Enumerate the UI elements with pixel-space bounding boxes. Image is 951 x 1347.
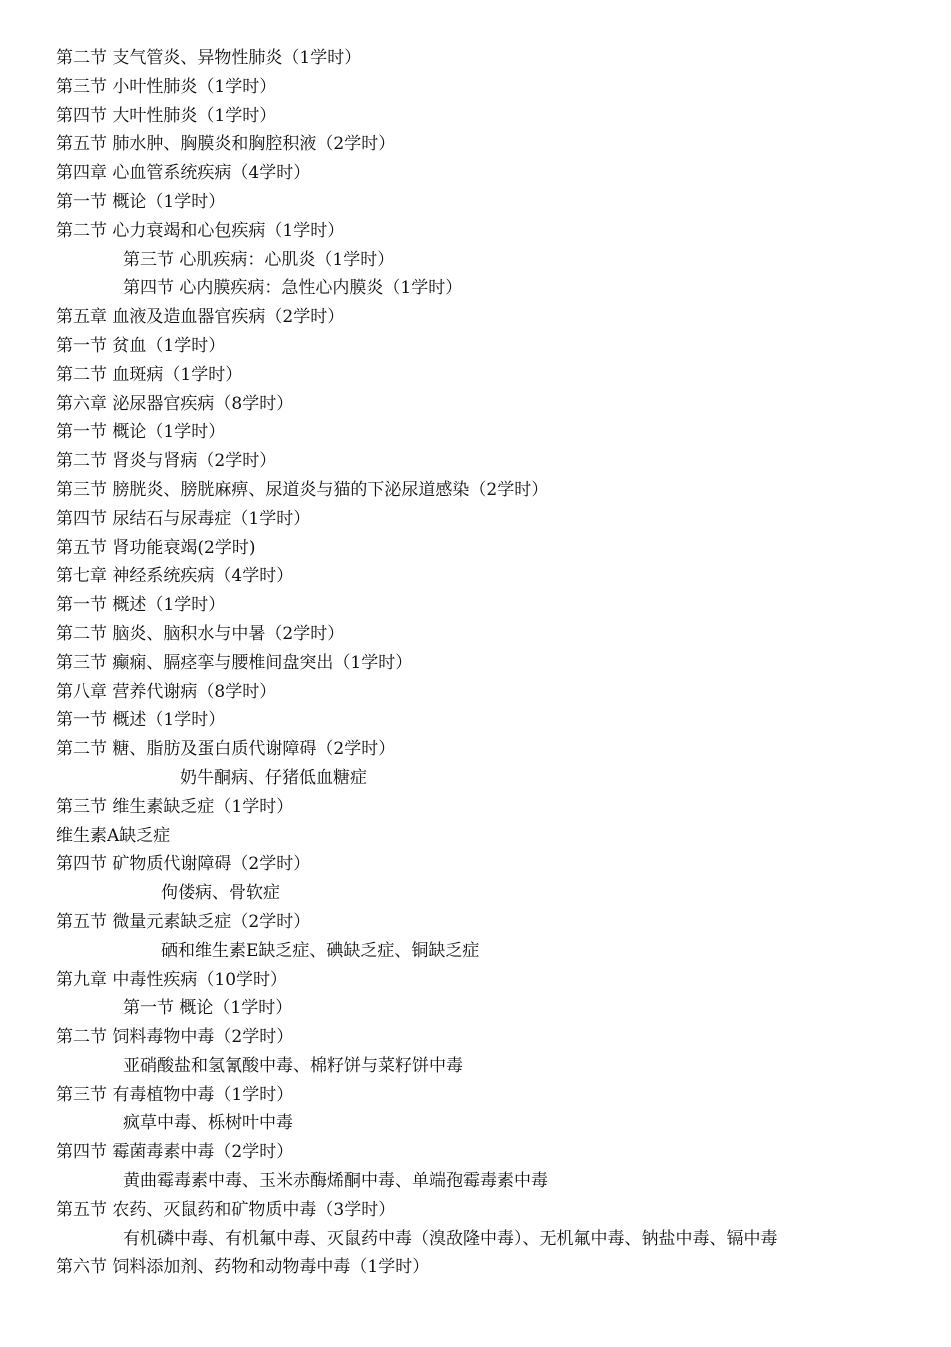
chapter-heading: 第五章 血液及造血器官疾病（2学时）	[56, 307, 345, 328]
subtopic-line: 硒和维生素E缺乏症、碘缺乏症、铜缺乏症	[161, 940, 480, 961]
text-line: 第四节 大叶性肺炎（1学时）	[56, 105, 277, 126]
subtopic-line: 维生素A缺乏症	[56, 825, 171, 846]
subtopic-line: 有机磷中毒、有机氟中毒、灭鼠药中毒（溴敌隆中毒）、无机氟中毒、钠盐中毒、镉中毒	[123, 1228, 778, 1249]
text-line: 第二节 糖、脂肪及蛋白质代谢障碍（2学时）	[56, 739, 396, 760]
text-line: 第二节 脑炎、脑积水与中暑（2学时）	[56, 623, 345, 644]
text-line: 第二节 饲料毒物中毒（2学时）	[56, 1027, 294, 1048]
text-line: 第四节 霉菌毒素中毒（2学时）	[56, 1142, 294, 1163]
text-line: 第三节 癫痫、膈痉挛与腰椎间盘突出（1学时）	[56, 652, 413, 673]
text-line: 第一节 贫血（1学时）	[56, 335, 226, 356]
chapter-heading: 第七章 神经系统疾病（4学时）	[56, 566, 294, 587]
text-line: 第五节 微量元素缺乏症（2学时）	[56, 911, 311, 932]
text-line: 第一节 概论（1学时）	[56, 191, 226, 212]
chapter-heading: 第八章 营养代谢病（8学时）	[56, 681, 277, 702]
text-line: 第三节 有毒植物中毒（1学时）	[56, 1084, 294, 1105]
subtopic-line: 黄曲霉毒素中毒、玉米赤酶烯酮中毒、单端孢霉毒素中毒	[123, 1171, 548, 1192]
document-body	[56, 44, 778, 1282]
chapter-heading: 第六章 泌尿器官疾病（8学时）	[56, 393, 294, 414]
text-line: 第一节 概述（1学时）	[56, 710, 226, 731]
text-line: 第五节 肾功能衰竭(2学时)	[56, 537, 256, 558]
text-line: 第二节 血斑病（1学时）	[56, 364, 243, 385]
chapter-heading: 第四章 心血管系统疾病（4学时）	[56, 163, 311, 184]
text-line: 第二节 支气管炎、异物性肺炎（1学时）	[56, 48, 362, 68]
text-line: 第三节 维生素缺乏症（1学时）	[56, 796, 294, 817]
text-line: 第三节 膀胱炎、膀胱麻痹、尿道炎与猫的下泌尿道感染（2学时）	[56, 479, 549, 500]
subtopic-line: 亚硝酸盐和氢氰酸中毒、棉籽饼与菜籽饼中毒	[123, 1055, 463, 1076]
chapter-heading: 第九章 中毒性疾病（10学时）	[56, 969, 288, 990]
text-line: 第二节 心力衰竭和心包疾病（1学时）	[56, 220, 345, 241]
subtopic-line: 奶牛酮病、仔猪低血糖症	[180, 767, 367, 788]
text-line: 第二节 肾炎与肾病（2学时）	[56, 451, 277, 472]
text-line: 第一节 概论（1学时）	[123, 998, 293, 1019]
subtopic-line: 佝偻病、骨软症	[161, 883, 280, 904]
text-line: 第四节 心内膜疾病：急性心内膜炎（1学时）	[123, 278, 463, 299]
text-line: 第四节 矿物质代谢障碍（2学时）	[56, 854, 311, 875]
text-line: 第六节 饲料添加剂、药物和动物毒中毒（1学时）	[56, 1257, 430, 1278]
text-line: 第四节 尿结石与尿毒症（1学时）	[56, 508, 311, 529]
text-line: 第一节 概述（1学时）	[56, 595, 226, 616]
text-line: 第三节 小叶性肺炎（1学时）	[56, 76, 277, 97]
subtopic-line: 疯草中毒、栎树叶中毒	[123, 1113, 293, 1134]
text-line: 第一节 概论（1学时）	[56, 422, 226, 443]
text-line: 第三节 心肌疾病：心肌炎（1学时）	[123, 249, 395, 270]
text-line: 第五节 农药、灭鼠药和矿物质中毒（3学时）	[56, 1199, 396, 1220]
text-line: 第五节 肺水肿、胸膜炎和胸腔积液（2学时）	[56, 134, 396, 155]
